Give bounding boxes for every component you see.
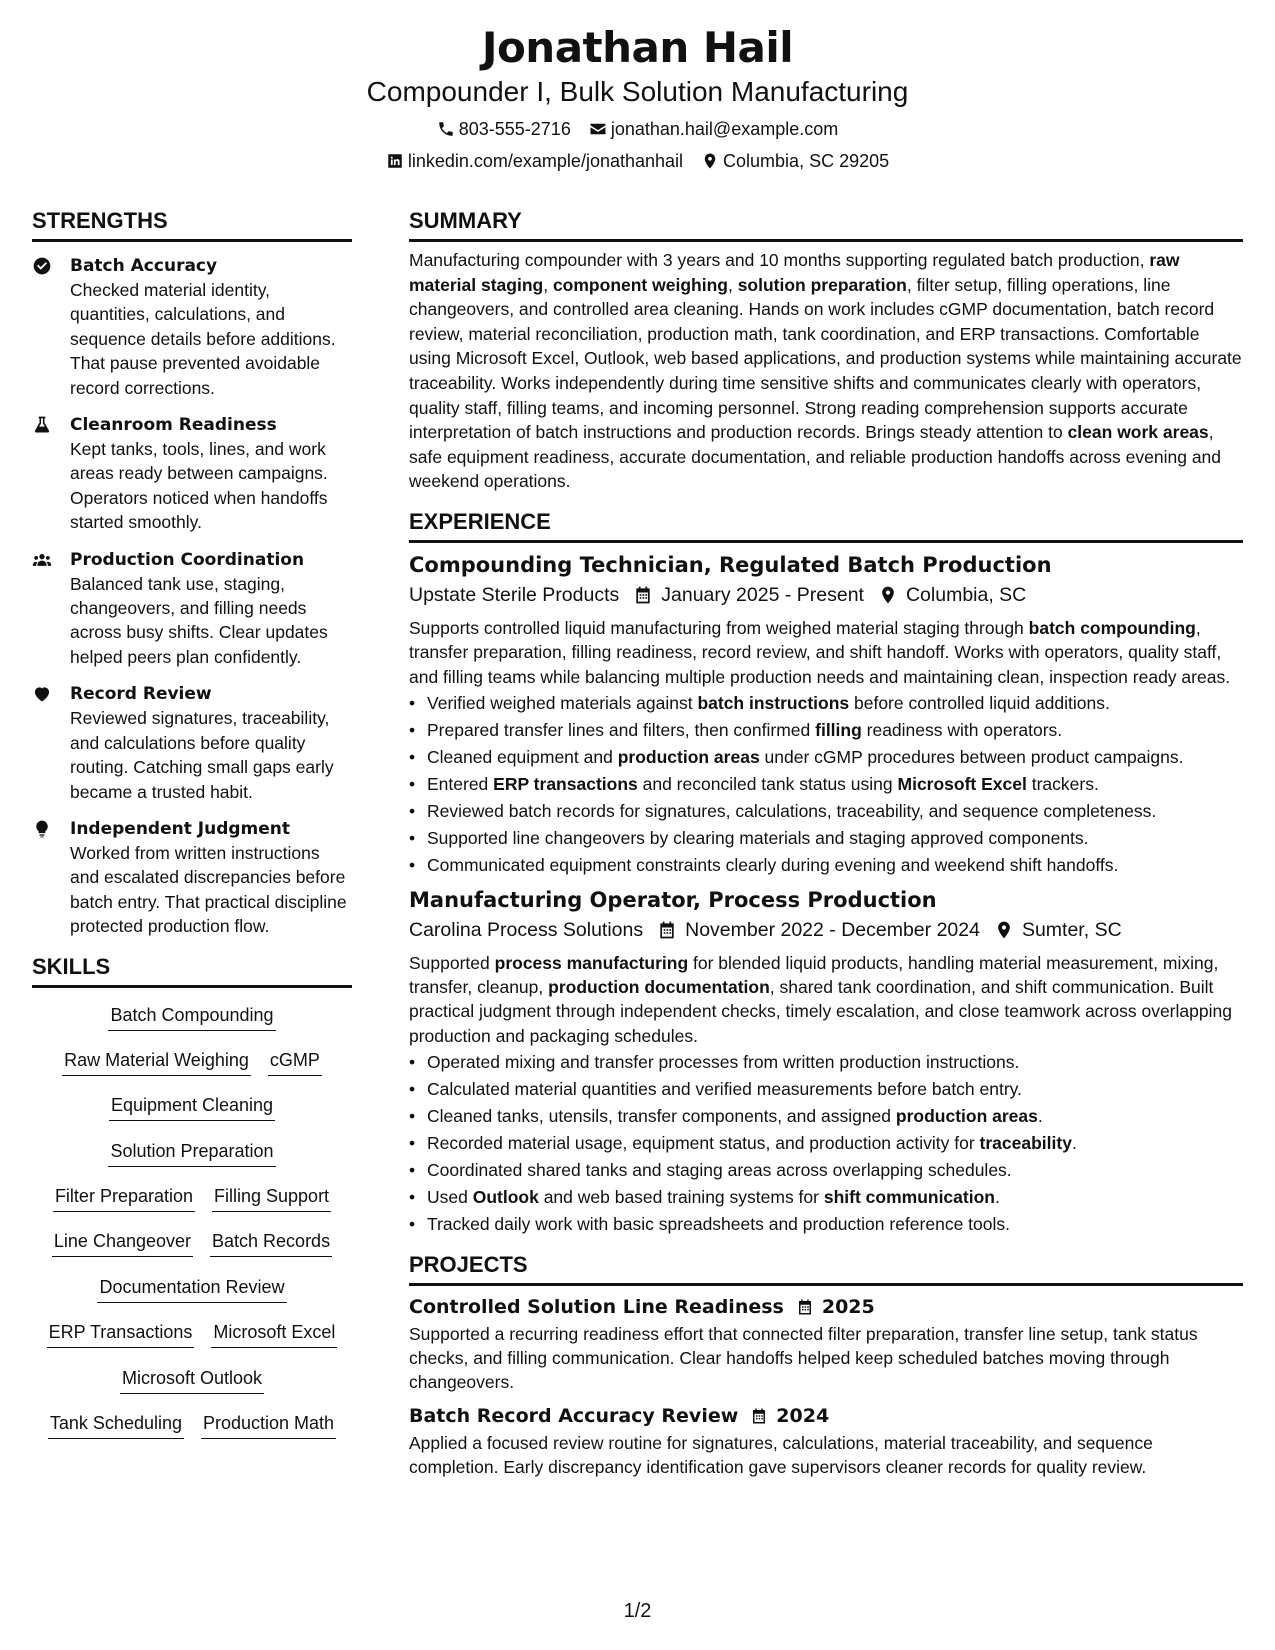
skills-row — [32, 1410, 352, 1455]
job-description — [409, 951, 1243, 1049]
linkedin-contact[interactable] — [386, 149, 683, 173]
strength-item — [32, 682, 352, 804]
strength-description: Worked from written instructions and escalated discrepancies before batch entry. That practical discipline protected production flow. — [70, 842, 347, 937]
emphasized-text: Outlook — [472, 1187, 539, 1208]
location-text: Sumter, SC — [1021, 918, 1122, 941]
strength-description: Balanced tank use, staging, changeovers, and filling needs across busy shifts. Clear updates helped peers plan confidently. — [70, 573, 328, 667]
skill-tag: Filter Preparation — [53, 1183, 195, 1212]
heart-icon — [32, 684, 52, 704]
summary-heading: SUMMARY — [409, 207, 1243, 242]
strength-item — [32, 254, 352, 400]
summary-text — [409, 248, 1243, 494]
job-bullets — [409, 1050, 1243, 1236]
year-text: 2024 — [776, 1404, 830, 1427]
strength-item — [32, 413, 352, 535]
map-pin-icon — [701, 152, 719, 170]
users-icon — [32, 550, 52, 570]
skills-row — [32, 1183, 352, 1228]
lightbulb-icon — [32, 819, 52, 839]
phone-number: 803-555-2716 — [458, 119, 571, 139]
text-segment: Manufacturing compounder with 3 years and 10 months supporting regulated batch production, — [409, 250, 1150, 270]
text-segment: . — [994, 1187, 1000, 1208]
strengths-list — [32, 254, 352, 939]
project-title: Batch Record Accuracy Review — [409, 1404, 739, 1427]
email-contact[interactable] — [589, 117, 838, 141]
emphasized-text: traceability — [979, 1133, 1072, 1154]
job-entry — [409, 886, 1243, 1237]
text-segment: Cleaned tanks, utensils, transfer components, and assigned — [427, 1106, 896, 1127]
emphasized-text: component weighing — [552, 274, 728, 295]
strength-description: Checked material identity, quantities, calculations, and sequence details before additions. That pause prevented avoidable record corrections. — [70, 280, 336, 398]
text-segment: Recorded material usage, equipment status, and production activity for — [427, 1133, 980, 1154]
text-segment: and reconciled tank status using — [637, 774, 898, 795]
project-description: Supported a recurring readiness effort that connected filter preparation, transfer line setup, tank status checks, and filling communication. Clear handoffs helped keep scheduled batches moving through changeovers. — [409, 1323, 1198, 1393]
projects-list — [409, 1294, 1243, 1480]
text-segment: . — [1071, 1133, 1077, 1154]
contact-line-2 — [0, 149, 1275, 173]
date-range: January 2025 - Present — [661, 583, 864, 606]
project-year — [796, 1294, 875, 1320]
strengths-heading: STRENGTHS — [32, 207, 352, 242]
project-header — [409, 1294, 1243, 1320]
text-segment: , — [543, 274, 553, 295]
text-segment: and web based training systems for — [538, 1187, 824, 1208]
project-entry — [409, 1403, 1243, 1480]
strength-title: Record Review — [70, 684, 212, 705]
experience-section — [409, 508, 1243, 1237]
strength-title: Batch Accuracy — [70, 256, 218, 276]
skill-tag: Batch Records — [210, 1228, 332, 1257]
phone-contact — [437, 117, 571, 141]
bullet-item — [409, 691, 1243, 715]
bullet-item — [409, 826, 1243, 850]
text-segment: , safe equipment readiness, accurate documentation, and reliable production handoffs across evening and weekend operations. — [409, 422, 1222, 492]
job-entry — [409, 551, 1243, 878]
skill-tag: Production Math — [201, 1410, 336, 1439]
skill-tag: cGMP — [268, 1047, 322, 1076]
strength-title: Cleanroom Readiness — [70, 415, 277, 436]
map-pin-icon — [878, 585, 898, 605]
bullet-item — [409, 1104, 1243, 1128]
skill-tag: Documentation Review — [97, 1274, 286, 1303]
bullet-item — [409, 772, 1243, 796]
skills-list — [32, 1002, 352, 1456]
job-meta — [409, 916, 1243, 944]
text-segment: Cleaned equipment and — [427, 747, 618, 768]
text-segment: trackers. — [1026, 774, 1099, 795]
text-segment: Entered — [427, 774, 494, 795]
job-meta — [409, 581, 1243, 609]
bullet-item — [409, 853, 1243, 877]
emphasized-text: solution preparation — [737, 274, 907, 295]
project-year — [750, 1403, 829, 1429]
job-dates — [633, 581, 864, 609]
location-text: Columbia, SC — [905, 583, 1027, 606]
text-segment: Reviewed batch records for signatures, calculations, traceability, and sequence completeness. — [427, 801, 1157, 822]
emphasized-text: production areas — [617, 747, 760, 768]
strength-title: Production Coordination — [70, 549, 305, 570]
experience-heading: EXPERIENCE — [409, 508, 1243, 543]
text-segment: , transfer preparation, filling readiness, record review, and shift handoff. Works with operators, quality staff, and filling teams while balancing multiple production needs and maintaining clean, inspection ready areas. — [409, 617, 1231, 687]
emphasized-text: clean work areas — [1067, 422, 1209, 443]
emphasized-text: batch compounding — [1028, 617, 1196, 638]
skills-row — [32, 1002, 352, 1047]
skill-tag: Tank Scheduling — [48, 1410, 184, 1439]
text-segment: Supports controlled liquid manufacturing from weighed material staging through — [409, 617, 1029, 638]
calendar-icon — [796, 1298, 814, 1316]
job-dates — [657, 916, 980, 944]
linkedin-url[interactable]: linkedin.com/example/jonathanhail — [407, 151, 684, 171]
skills-row — [32, 1228, 352, 1273]
envelope-icon — [589, 120, 607, 138]
text-segment: , shared tank coordination, and shift communication. Built practical judgment through independent checks, timely escalation, and close teamwork across overlapping production and packaging schedules. — [409, 976, 1232, 1046]
text-segment: Supported — [409, 952, 495, 973]
company-name: Carolina Process Solutions — [409, 918, 644, 941]
skill-tag: Line Changeover — [52, 1228, 193, 1257]
emphasized-text: production documentation — [548, 976, 770, 997]
strength-description: Kept tanks, tools, lines, and work areas ready between campaigns. Operators noticed when handoffs started smoothly. — [70, 439, 328, 533]
text-segment: Used — [427, 1187, 473, 1208]
year-text: 2025 — [821, 1295, 875, 1318]
strength-description: Reviewed signatures, traceability, and calculations before quality routing. Catching small gaps early became a trusted habit. — [70, 708, 334, 802]
job-bullets — [409, 691, 1243, 877]
skills-row — [32, 1138, 352, 1183]
bullet-item — [409, 1131, 1243, 1155]
location-text: Columbia, SC 29205 — [723, 151, 890, 171]
text-segment: readiness with operators. — [861, 720, 1063, 741]
emphasized-text: filling — [815, 720, 862, 741]
skills-row — [32, 1365, 352, 1410]
emphasized-text: ERP transactions — [493, 774, 638, 795]
project-entry — [409, 1294, 1243, 1395]
text-segment: Prepared transfer lines and filters, then confirmed — [427, 720, 816, 741]
text-segment: . — [1037, 1106, 1043, 1127]
text-segment: Calculated material quantities and verified measurements before batch entry. — [427, 1079, 1022, 1100]
emphasized-text: Microsoft Excel — [897, 774, 1027, 795]
bullet-item — [409, 1050, 1243, 1074]
emphasized-text: production areas — [895, 1106, 1038, 1127]
contact-line-1 — [0, 117, 1275, 141]
right-column — [409, 207, 1243, 1480]
text-segment: for blended liquid products, handling material measurement, mixing, transfer, cleanup, — [409, 952, 1219, 997]
strength-title: Independent Judgment — [70, 818, 291, 839]
skill-tag: Microsoft Excel — [211, 1319, 337, 1348]
bullet-item — [409, 1185, 1243, 1209]
skills-row — [32, 1047, 352, 1092]
text-segment: Coordinated shared tanks and staging areas across overlapping schedules. — [427, 1160, 1012, 1181]
company-name: Upstate Sterile Products — [409, 583, 620, 606]
page-number: 1/2 — [623, 1600, 652, 1622]
text-segment: Tracked daily work with basic spreadsheets and production reference tools. — [427, 1214, 1010, 1235]
emphasized-text: process manufacturing — [494, 952, 689, 973]
calendar-icon — [750, 1407, 768, 1425]
emphasized-text: batch instructions — [697, 693, 850, 714]
skill-tag: ERP Transactions — [47, 1319, 195, 1348]
location-contact — [701, 149, 889, 173]
resume-header — [0, 22, 1275, 173]
skills-row — [32, 1092, 352, 1137]
project-title: Controlled Solution Line Readiness — [409, 1295, 784, 1318]
emphasized-text: raw material staging — [409, 250, 1180, 295]
skill-tag: Solution Preparation — [108, 1138, 275, 1167]
skills-section — [32, 953, 352, 1456]
text-segment: , filter setup, filling operations, line changeovers, and controlled area cleaning. Hands on work includes cGMP documentation, batch record review, material reconciliation, production math, tank coordination, and ERP transactions. Comfortable using Microsoft Excel, Outlook, web based applications, and production systems while maintaining accurate traceability. Works independently during time sensitive shifts and communicates clearly with operators, quality staff, filling teams, and incoming personnel. Strong reading comprehension supports accurate interpretation of batch instructions and production records. Brings steady attention to — [409, 274, 1242, 443]
candidate-name: Jonathan Hail — [481, 23, 794, 72]
bullet-item — [409, 745, 1243, 769]
job-title: Compounding Technician, Regulated Batch Production — [409, 552, 1052, 577]
strength-item — [32, 548, 352, 670]
strength-item — [32, 817, 352, 939]
project-description: Applied a focused review routine for signatures, calculations, material traceability, and sequence completion. Early discrepancy identification gave supervisors cleaner records for quality review. — [409, 1432, 1153, 1478]
calendar-icon — [633, 585, 653, 605]
calendar-icon — [657, 920, 677, 940]
bullet-item — [409, 799, 1243, 823]
flask-icon — [32, 415, 52, 435]
text-segment: under cGMP procedures between product campaigns. — [759, 747, 1184, 768]
left-column — [32, 207, 352, 1455]
text-segment: before controlled liquid additions. — [849, 693, 1110, 714]
skill-tag: Batch Compounding — [108, 1002, 275, 1031]
phone-icon — [437, 120, 455, 138]
check-circle-icon — [32, 256, 52, 276]
bullet-item — [409, 718, 1243, 742]
projects-section — [409, 1251, 1243, 1480]
job-location — [994, 916, 1122, 944]
skills-row — [32, 1319, 352, 1364]
skills-heading: SKILLS — [32, 953, 352, 988]
text-segment: , — [727, 274, 738, 295]
project-header — [409, 1403, 1243, 1429]
text-segment: Verified weighed materials against — [427, 693, 698, 714]
skill-tag: Raw Material Weighing — [62, 1047, 251, 1076]
email-address[interactable]: jonathan.hail@example.com — [610, 119, 839, 139]
skill-tag: Equipment Cleaning — [109, 1092, 275, 1121]
map-pin-icon — [994, 920, 1014, 940]
job-title: Manufacturing Operator, Process Production — [409, 887, 937, 912]
bullet-item — [409, 1077, 1243, 1101]
job-location — [878, 581, 1026, 609]
skill-tag: Filling Support — [212, 1183, 331, 1212]
emphasized-text: shift communication — [823, 1187, 995, 1208]
text-segment: Communicated equipment constraints clearly during evening and weekend shift handoffs. — [427, 855, 1119, 876]
date-range: November 2022 - December 2024 — [685, 918, 980, 941]
linkedin-icon — [386, 152, 404, 170]
job-description — [409, 616, 1243, 689]
text-segment: Supported line changeovers by clearing materials and staging approved components. — [427, 828, 1089, 849]
projects-heading: PROJECTS — [409, 1251, 1243, 1286]
skills-row — [32, 1274, 352, 1319]
jobs-list — [409, 551, 1243, 1237]
candidate-role: Compounder I, Bulk Solution Manufacturing — [366, 76, 909, 107]
bullet-item — [409, 1158, 1243, 1182]
skill-tag: Microsoft Outlook — [120, 1365, 264, 1394]
bullet-item — [409, 1212, 1243, 1236]
text-segment: Operated mixing and transfer processes from written production instructions. — [427, 1052, 1020, 1073]
